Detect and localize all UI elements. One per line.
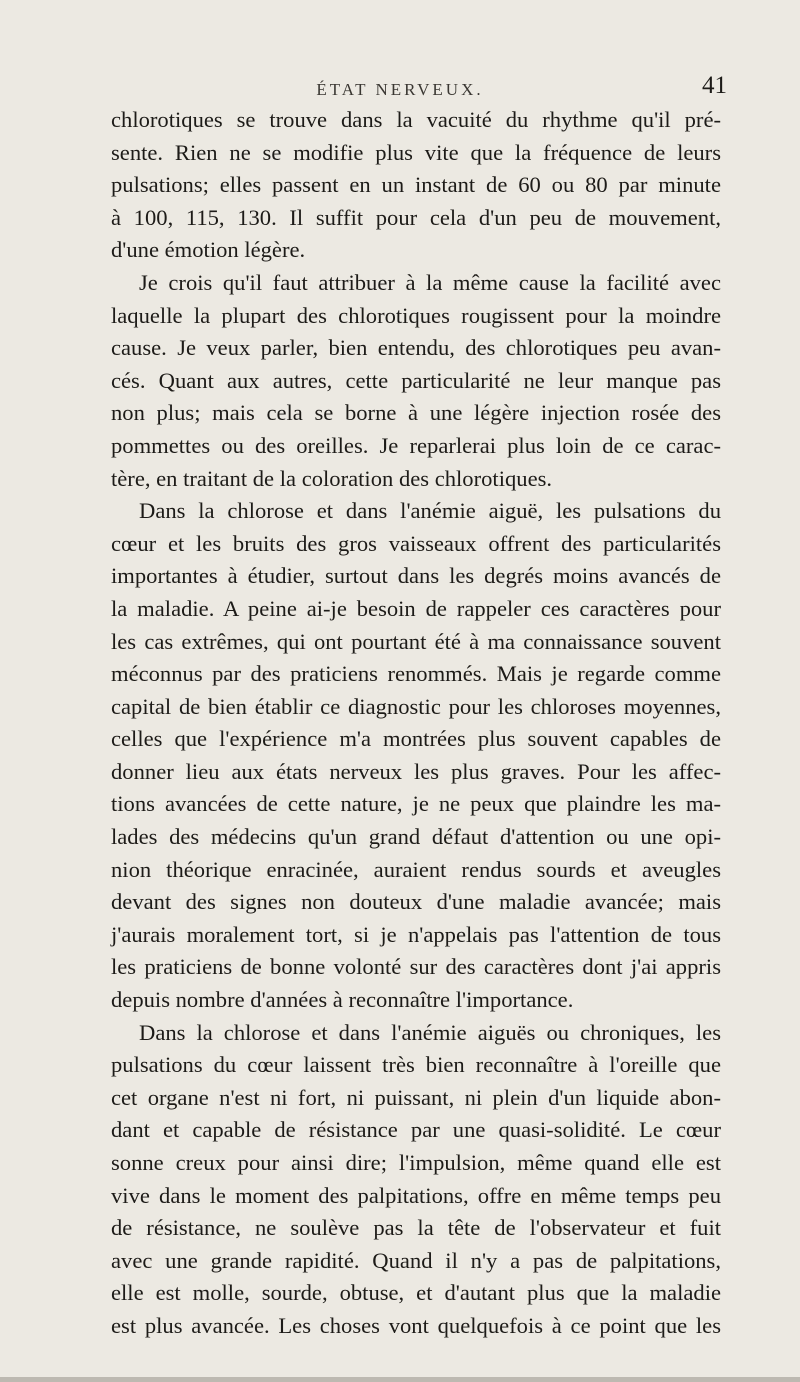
text-line: pulsations; elles passent en un instant de 60 ou 80 par minute (111, 172, 721, 198)
text-line: les cas extrêmes, qui ont pourtant été à ma connaissance souvent (111, 628, 721, 654)
text-line: importantes à étudier, surtout dans les degrés moins avancés de (111, 563, 721, 589)
text-line: elle est molle, sourde, obtuse, et d'autant plus que la maladie (111, 1280, 721, 1306)
text-line: cœur et les bruits des gros vaisseaux offrent des particularités (111, 530, 721, 556)
text-line: pommettes ou des oreilles. Je reparlerai plus loin de ce carac- (111, 432, 721, 458)
text-line: j'aurais moralement tort, si je n'appelais pas l'attention de tous (111, 921, 721, 947)
text-line: chlorotiques se trouve dans la vacuité du rhythme qu'il pré- (111, 107, 721, 132)
text-line: à 100, 115, 130. Il suffit pour cela d'un peu de mouvement, (111, 204, 721, 230)
text-line: devant des signes non douteux d'une maladie avancée; mais (111, 889, 721, 915)
text-line: capital de bien établir ce diagnostic pour les chloroses moyennes, (111, 693, 721, 719)
text-line: nion théorique enracinée, auraient rendus sourds et aveugles (111, 856, 721, 882)
text-line: sente. Rien ne se modifie plus vite que la fréquence de leurs (111, 139, 721, 165)
text-line: donner lieu aux états nerveux les plus graves. Pour les affec- (111, 758, 721, 784)
text-line: pulsations du cœur laissent très bien reconnaître à l'oreille que (111, 1052, 721, 1078)
page-bottom-edge (0, 1377, 800, 1382)
text-line: méconnus par des praticiens renommés. Mais je regarde comme (111, 661, 721, 687)
text-line: Dans la chlorose et dans l'anémie aiguë, les pulsations du (139, 498, 721, 524)
text-line: tions avancées de cette nature, je ne peux que plaindre les ma- (111, 791, 721, 817)
text-line: Dans la chlorose et dans l'anémie aiguës ou chroniques, les (139, 1019, 721, 1045)
page-number: 41 (702, 72, 727, 99)
text-line: cet organe n'est ni fort, ni puissant, ni plein d'un liquide abon- (111, 1084, 721, 1110)
text-line: d'une émotion légère. (111, 237, 306, 263)
text-line: non plus; mais cela se borne à une légère injection rosée des (111, 400, 721, 426)
text-line: lades des médecins qu'un grand défaut d'attention ou une opi- (111, 824, 721, 850)
text-line: depuis nombre d'années à reconnaître l'importance. (111, 987, 574, 1013)
text-line: est plus avancée. Les choses vont quelquefois à ce point que les (111, 1312, 721, 1338)
text-line: Je crois qu'il faut attribuer à la même cause la facilité avec (139, 269, 721, 295)
text-line: sonne creux pour ainsi dire; l'impulsion, même quand elle est (111, 1150, 721, 1175)
text-line: laquelle la plupart des chlorotiques rougissent pour la moindre (111, 302, 721, 328)
text-line: avec une grande rapidité. Quand il n'y a pas de palpitations, (111, 1247, 721, 1273)
text-line: dant et capable de résistance par une quasi-solidité. Le cœur (111, 1117, 721, 1143)
text-line: les praticiens de bonne volonté sur des caractères dont j'ai appris (111, 954, 721, 980)
text-line: la maladie. A peine ai-je besoin de rappeler ces caractères pour (111, 595, 721, 621)
text-line: de résistance, ne soulève pas la tête de l'observateur et fuit (111, 1215, 721, 1241)
text-line: tère, en traitant de la coloration des chlorotiques. (111, 465, 553, 491)
text-line: cés. Quant aux autres, cette particularité ne leur manque pas (111, 367, 721, 393)
header-title: ÉTAT NERVEUX. (316, 80, 484, 99)
text-line: cause. Je veux parler, bien entendu, des chlorotiques peu avan- (111, 335, 721, 361)
text-line: celles que l'expérience m'a montrées plus souvent capables de (111, 726, 721, 752)
text-line: vive dans le moment des palpitations, offre en même temps peu (111, 1182, 721, 1208)
running-head (0, 62, 800, 102)
body-text (111, 104, 721, 1343)
